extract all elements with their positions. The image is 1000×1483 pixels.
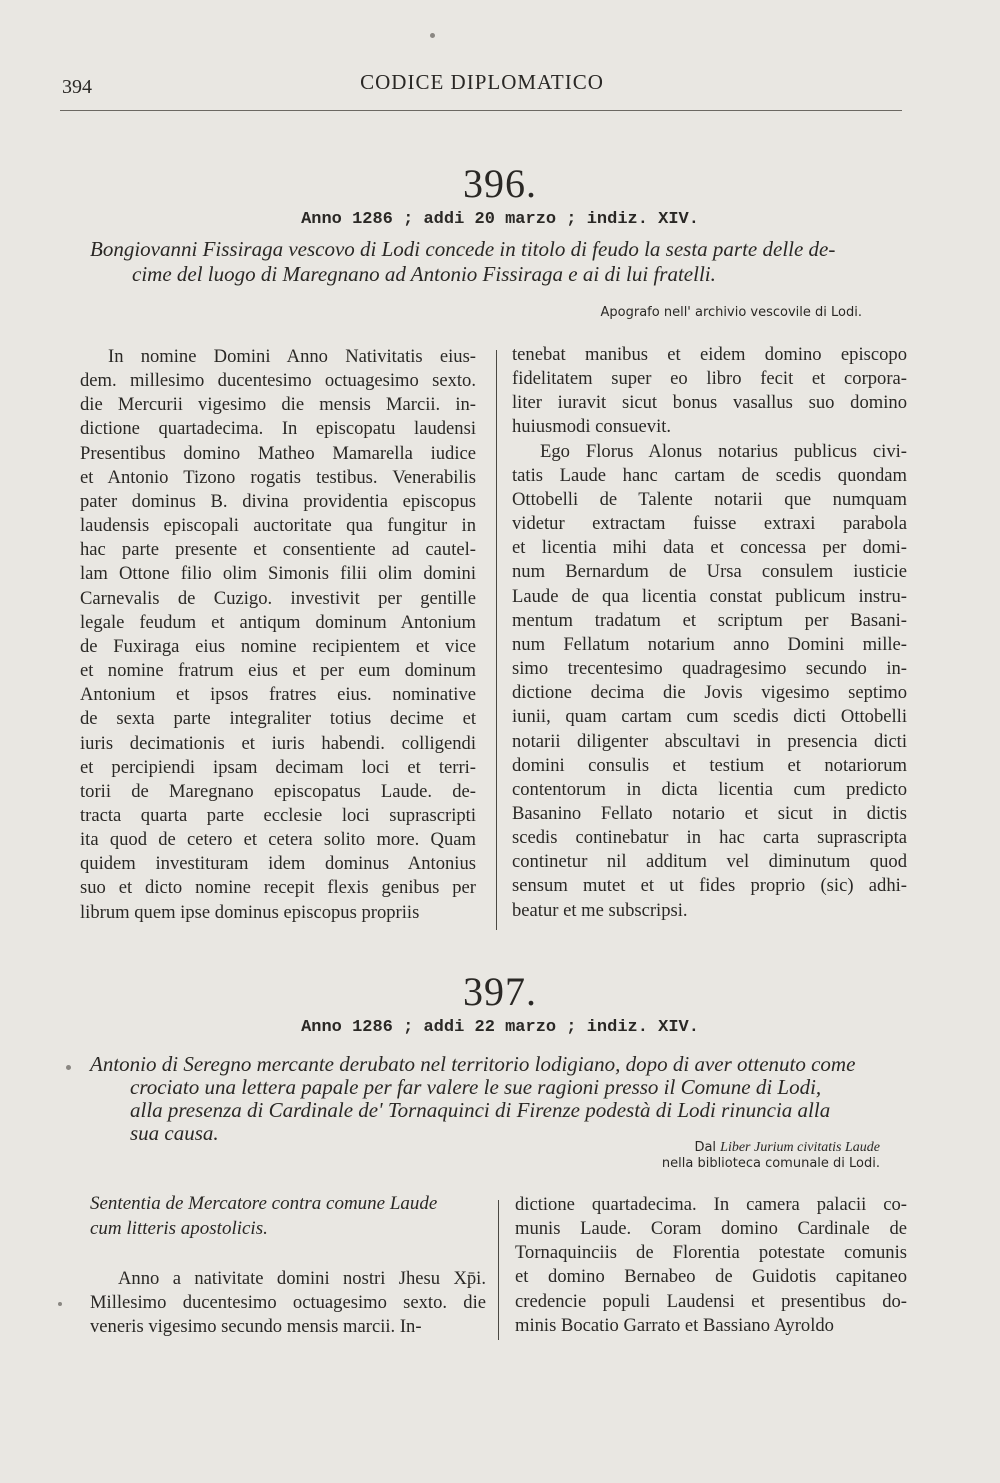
doc-397-rubric-line-2: cum litteris apostolicis. — [90, 1218, 268, 1239]
text-line: mentum tradatum et scriptum per Basani- — [512, 609, 907, 631]
text-line: liter iuravit sicut bonus vasallus suo domino — [512, 392, 907, 414]
text-line: dictione quartadecima. In camera palacii co- — [515, 1194, 907, 1215]
doc-396-date: Anno 1286 ; addi 20 marzo ; indiz. XIV. — [301, 210, 699, 229]
text-line: Ego Florus Alonus notarius publicus civi- — [540, 440, 907, 462]
doc-397-regest-line-4: sua causa. — [130, 1121, 219, 1145]
text-line: dem. millesimo ducentesimo octuagesimo sexto. — [80, 370, 476, 392]
text-line: veneris vigesimo secundo mensis marcii. In- — [90, 1316, 422, 1338]
doc-396-regest-line-1: Bongiovanni Fissiraga vescovo di Lodi concede in titolo di feudo la sesta parte delle de- — [90, 237, 836, 261]
speck-mark — [58, 1302, 62, 1306]
text-line: ita quod de cetero et cetera solito more. Quam — [80, 829, 476, 851]
text-line: beatur et me subscripsi. — [512, 899, 688, 921]
text-line: et Antonio Tizono rogatis testibus. Venerabilis — [80, 466, 476, 488]
doc-397-source-prefix: Dal — [694, 1140, 717, 1155]
doc-397-rubric — [90, 1191, 490, 1241]
text-line: die Mercurii vigesimo die mensis Marcii. in- — [80, 394, 476, 416]
text-line: lam Ottone filio olim Simonis filii olim domini — [80, 563, 476, 585]
text-line: tatis Laude hanc cartam de scedis quondam — [512, 464, 907, 486]
text-line: contentorum in dicta licentia cum predicto — [512, 778, 907, 800]
speck-mark — [430, 33, 435, 38]
header-rule — [60, 110, 902, 111]
doc-397-source-line-2: nella biblioteca comunale di Lodi. — [661, 1156, 880, 1171]
text-line: iuris decimationis et iuris habendi. colligendi — [80, 732, 476, 754]
text-line: laudensis episcopali auctoritate qua fungitur in — [80, 515, 476, 537]
doc-396-number: 396. — [463, 161, 537, 206]
doc-397-right-column — [515, 1193, 907, 1338]
doc-396-left-column — [80, 345, 476, 925]
column-divider — [498, 1200, 499, 1340]
text-line: et domino Bernabeo de Guidotis capitaneo — [515, 1266, 907, 1288]
text-line: num Bernardum de Ursa consulem iusticie — [512, 561, 907, 583]
text-line: et percipiendi ipsam decimam loci et terri- — [80, 756, 476, 778]
running-title: CODICE DIPLOMATICO — [360, 70, 604, 94]
text-line: Presentibus domino Matheo Mamarella iudice — [80, 442, 476, 464]
doc-396-source: Apografo nell' archivio vescovile di Lodi. — [600, 305, 862, 320]
text-line: Anno a nativitate domini nostri Jhesu Xp̄i. — [118, 1268, 486, 1289]
doc-397-rubric-line-1: Sententia de Mercatore contra comune Laude — [90, 1193, 438, 1214]
text-line: Antonium et ipsos fratres eius. nominative — [80, 684, 476, 706]
text-line: dictione quartadecima. In episcopatu laudensi — [80, 418, 476, 440]
text-line: simo trecentesimo quadragesimo secundo in- — [512, 658, 907, 680]
text-line: In nomine Domini Anno Nativitatis eius- — [108, 346, 476, 367]
text-line: Basanino Fellato notario et sicut in dictis — [512, 802, 907, 824]
doc-396-right-column — [512, 343, 907, 923]
text-line: Carnevalis de Cuzigo. investivit per gentille — [80, 587, 476, 609]
text-line: pater dominus B. divina providentia episcopus — [80, 490, 476, 512]
text-line: et nomine fratrum eius et per eum dominum — [80, 660, 476, 682]
text-line: quidem investituram idem dominus Antonius — [80, 853, 476, 875]
doc-397-source — [560, 1140, 880, 1172]
text-line: continetur nil additum vel diminutum quod — [512, 851, 907, 873]
doc-397-source-title: Liber Jurium civitatis Laude — [720, 1140, 880, 1155]
text-line: Laude de qua licentia constat publicum instru- — [512, 585, 907, 607]
text-line: Millesimo ducentesimo octuagesimo sexto. die — [90, 1292, 486, 1314]
text-line: tracta quarta parte ecclesie loci suprascripti — [80, 804, 476, 826]
text-line: notarii diligenter abscultavi in presencia dicti — [512, 730, 907, 752]
text-line: hac parte presente et consentiente ad cautel- — [80, 539, 476, 561]
text-line: tenebat manibus et eidem domino episcopo — [512, 344, 907, 365]
text-line: credencie populi Laudensi et presentibus do- — [515, 1290, 907, 1312]
text-line: scedis continebatur in hac carta suprascripta — [512, 827, 907, 849]
text-line: dictione decima die Jovis vigesimo septimo — [512, 682, 907, 704]
doc-397-date: Anno 1286 ; addi 22 marzo ; indiz. XIV. — [301, 1018, 699, 1037]
doc-397-regest-line-1: Antonio di Seregno mercante derubato nel territorio lodigiano, dopo di aver ottenuto come — [90, 1052, 856, 1076]
doc-396-regest-line-2: cime del luogo di Maregnano ad Antonio Fissiraga e ai di lui fratelli. — [132, 262, 716, 286]
text-line: legale feudum et antiqum dominum Antonium — [80, 611, 476, 633]
doc-397-regest-line-3: alla presenza di Cardinale de' Tornaquinci di Firenze podestà di Lodi rinuncia alla — [130, 1098, 831, 1122]
text-line: de sexta parte integraliter totius decime et — [80, 708, 476, 730]
page-number: 394 — [62, 76, 92, 98]
text-line: iunii, quam cartam cum scedis dicti Ottobelli — [512, 706, 907, 728]
text-line: videtur extractam fuisse extraxi parabola — [512, 513, 907, 535]
text-line: Ottobelli de Talente notarii que numquam — [512, 488, 907, 510]
text-line: et licentia mihi data et concessa per domi- — [512, 537, 907, 559]
text-line: num Fellatum notarium anno Domini mille- — [512, 633, 907, 655]
speck-mark — [66, 1065, 71, 1070]
text-line: sensum mutet et ut fides proprio (sic) adhi- — [512, 875, 907, 897]
text-line: munis Laude. Coram domino Cardinale de — [515, 1218, 907, 1240]
text-line: huiusmodi consuevit. — [512, 416, 672, 438]
text-line: librum quem ipse dominus episcopus propriis — [80, 901, 420, 923]
doc-397-number: 397. — [463, 969, 537, 1014]
doc-397-regest-line-2: crociato una lettera papale per far valere le sue ragioni presso il Comune di Lodi, — [130, 1075, 822, 1099]
column-divider — [496, 350, 497, 930]
page-header — [62, 70, 902, 100]
text-line: Tornaquinciis de Florentia potestate comunis — [515, 1242, 907, 1264]
text-line: domini consulis et testium et notariorum — [512, 754, 907, 776]
text-line: minis Bocatio Garrato et Bassiano Ayroldo — [515, 1314, 834, 1336]
text-line: de Fuxiraga eius nomine recipientem et vice — [80, 635, 476, 657]
text-line: torii de Maregnano episcopatus Laude. de- — [80, 780, 476, 802]
text-line: suo et dicto nomine recepit flexis genibus per — [80, 877, 476, 899]
doc-397-left-column — [90, 1267, 486, 1339]
text-line: fidelitatem super eo libro fecit et corpora- — [512, 368, 907, 390]
